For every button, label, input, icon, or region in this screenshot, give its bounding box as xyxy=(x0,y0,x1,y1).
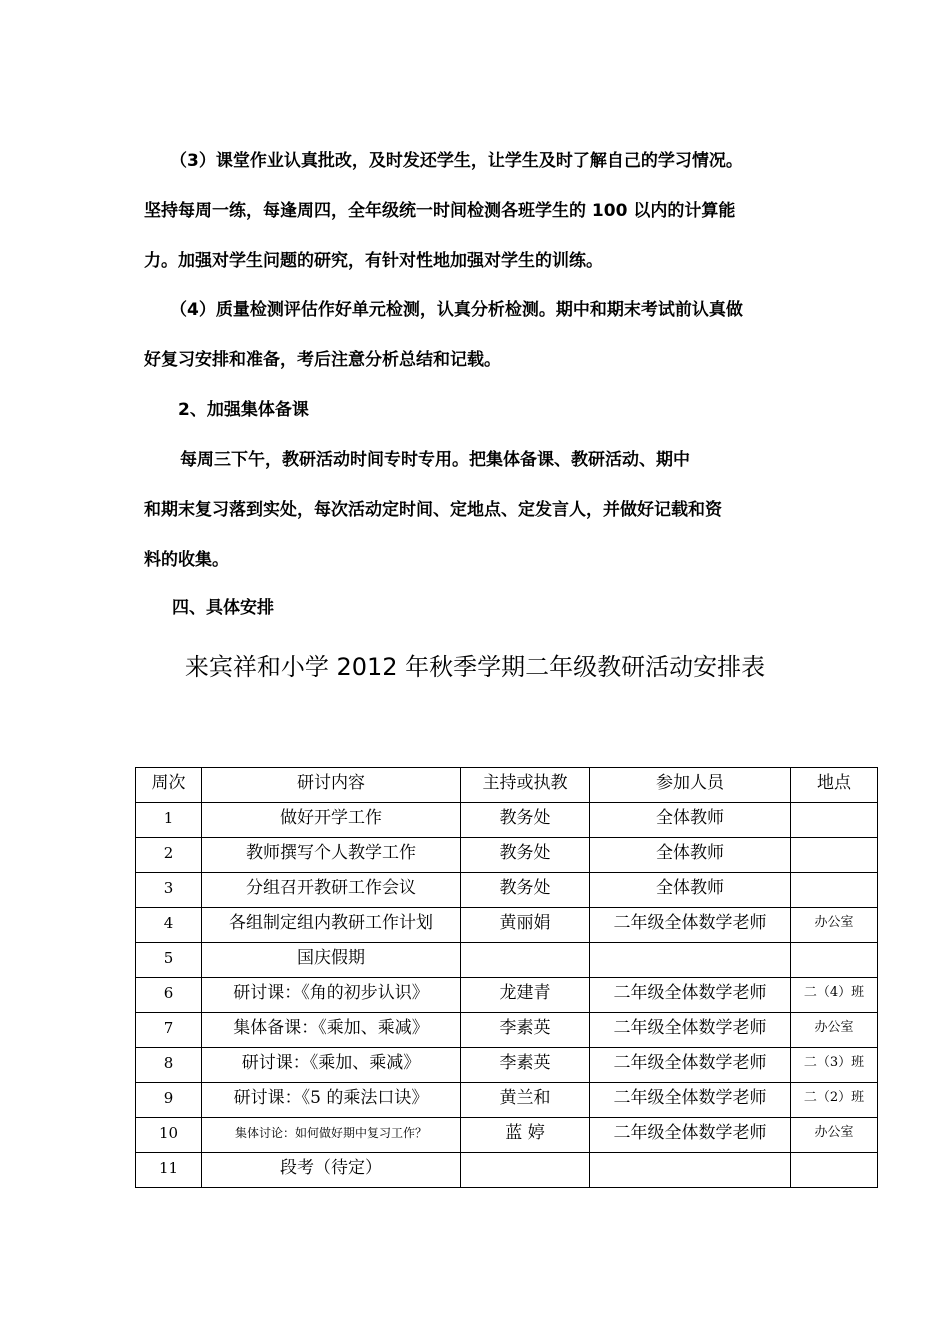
cell-participants: 二年级全体数学老师 xyxy=(590,1118,791,1153)
cell-participants: 二年级全体数学老师 xyxy=(590,1013,791,1048)
cell-week: 7 xyxy=(136,1013,202,1048)
cell-week: 6 xyxy=(136,978,202,1013)
cell-host: 教务处 xyxy=(461,803,590,838)
section-heading-collective-prep: 2、加强集体备课 xyxy=(178,400,309,420)
cell-location: 二（4）班 xyxy=(791,978,878,1013)
table-row xyxy=(136,908,878,943)
cell-week: 11 xyxy=(136,1153,202,1188)
cell-content: 各组制定组内教研工作计划 xyxy=(202,908,461,943)
section-heading-schedule: 四、具体安排 xyxy=(172,598,274,618)
schedule-table xyxy=(135,767,878,1188)
table-row xyxy=(136,943,878,978)
cell-content: 分组召开教研工作会议 xyxy=(202,873,461,908)
cell-week: 9 xyxy=(136,1083,202,1118)
cell-participants xyxy=(590,943,791,978)
cell-participants: 全体教师 xyxy=(590,803,791,838)
table-row xyxy=(136,1048,878,1083)
cell-participants: 二年级全体数学老师 xyxy=(590,1048,791,1083)
cell-host: 李素英 xyxy=(461,1013,590,1048)
cell-location xyxy=(791,943,878,978)
cell-participants: 二年级全体数学老师 xyxy=(590,908,791,943)
cell-content: 做好开学工作 xyxy=(202,803,461,838)
cell-content: 段考（待定） xyxy=(202,1153,461,1188)
cell-host xyxy=(461,1153,590,1188)
cell-location xyxy=(791,1153,878,1188)
header-week: 周次 xyxy=(136,768,202,803)
cell-content: 研讨课：《乘加、乘减》 xyxy=(202,1048,461,1083)
table-row xyxy=(136,1118,878,1153)
cell-host: 李素英 xyxy=(461,1048,590,1083)
cell-location: 办公室 xyxy=(791,1118,878,1153)
cell-location xyxy=(791,803,878,838)
cell-week: 3 xyxy=(136,873,202,908)
paragraph-homework-grading: （3）课堂作业认真批改，及时发还学生，让学生及时了解自己的学习情况。 xyxy=(170,151,743,171)
cell-host: 龙建青 xyxy=(461,978,590,1013)
cell-content: 集体备课：《乘加、乘减》 xyxy=(202,1013,461,1048)
paragraph-quality-check: （4）质量检测评估作好单元检测，认真分析检测。期中和期末考试前认真做 xyxy=(170,300,743,320)
cell-location xyxy=(791,838,878,873)
cell-week: 2 xyxy=(136,838,202,873)
header-location: 地点 xyxy=(791,768,878,803)
table-row xyxy=(136,803,878,838)
cell-participants xyxy=(590,1153,791,1188)
cell-host: 教务处 xyxy=(461,873,590,908)
cell-participants: 二年级全体数学老师 xyxy=(590,978,791,1013)
cell-content: 教师撰写个人教学工作 xyxy=(202,838,461,873)
cell-week: 8 xyxy=(136,1048,202,1083)
table-row xyxy=(136,1153,878,1188)
table-row xyxy=(136,838,878,873)
cell-host xyxy=(461,943,590,978)
table-header-row xyxy=(136,768,878,803)
header-participants: 参加人员 xyxy=(590,768,791,803)
cell-location: 办公室 xyxy=(791,908,878,943)
cell-week: 10 xyxy=(136,1118,202,1153)
cell-host: 黄兰和 xyxy=(461,1083,590,1118)
table-title: 来宾祥和小学 2012 年秋季学期二年级教研活动安排表 xyxy=(184,653,766,681)
paragraph-student-training: 力。加强对学生问题的研究，有针对性地加强对学生的训练。 xyxy=(144,251,603,271)
cell-week: 1 xyxy=(136,803,202,838)
cell-content: 研讨课：《5 的乘法口诀》 xyxy=(202,1083,461,1118)
header-host: 主持或执教 xyxy=(461,768,590,803)
cell-content: 研讨课：《角的初步认识》 xyxy=(202,978,461,1013)
paragraph-final-review: 和期末复习落到实处，每次活动定时间、定地点、定发言人，并做好记载和资 xyxy=(144,500,722,520)
cell-participants: 全体教师 xyxy=(590,873,791,908)
cell-content: 集体讨论：如何做好期中复习工作？ xyxy=(202,1118,461,1153)
cell-location: 办公室 xyxy=(791,1013,878,1048)
cell-host: 蓝 婷 xyxy=(461,1118,590,1153)
cell-location: 二（3）班 xyxy=(791,1048,878,1083)
table-row xyxy=(136,873,878,908)
paragraph-collection: 料的收集。 xyxy=(144,550,229,570)
cell-content: 国庆假期 xyxy=(202,943,461,978)
table-row xyxy=(136,1013,878,1048)
table-row xyxy=(136,1083,878,1118)
cell-week: 5 xyxy=(136,943,202,978)
cell-location: 二（2）班 xyxy=(791,1083,878,1118)
cell-host: 教务处 xyxy=(461,838,590,873)
cell-host: 黄丽娟 xyxy=(461,908,590,943)
paragraph-review-arrangement: 好复习安排和准备，考后注意分析总结和记载。 xyxy=(144,350,501,370)
cell-participants: 二年级全体数学老师 xyxy=(590,1083,791,1118)
header-content: 研讨内容 xyxy=(202,768,461,803)
cell-week: 4 xyxy=(136,908,202,943)
paragraph-wednesday-activity: 每周三下午，教研活动时间专时专用。把集体备课、教研活动、期中 xyxy=(180,450,690,470)
paragraph-weekly-practice: 坚持每周一练，每逢周四，全年级统一时间检测各班学生的 100 以内的计算能 xyxy=(144,201,736,221)
cell-location xyxy=(791,873,878,908)
table-row xyxy=(136,978,878,1013)
cell-participants: 全体教师 xyxy=(590,838,791,873)
